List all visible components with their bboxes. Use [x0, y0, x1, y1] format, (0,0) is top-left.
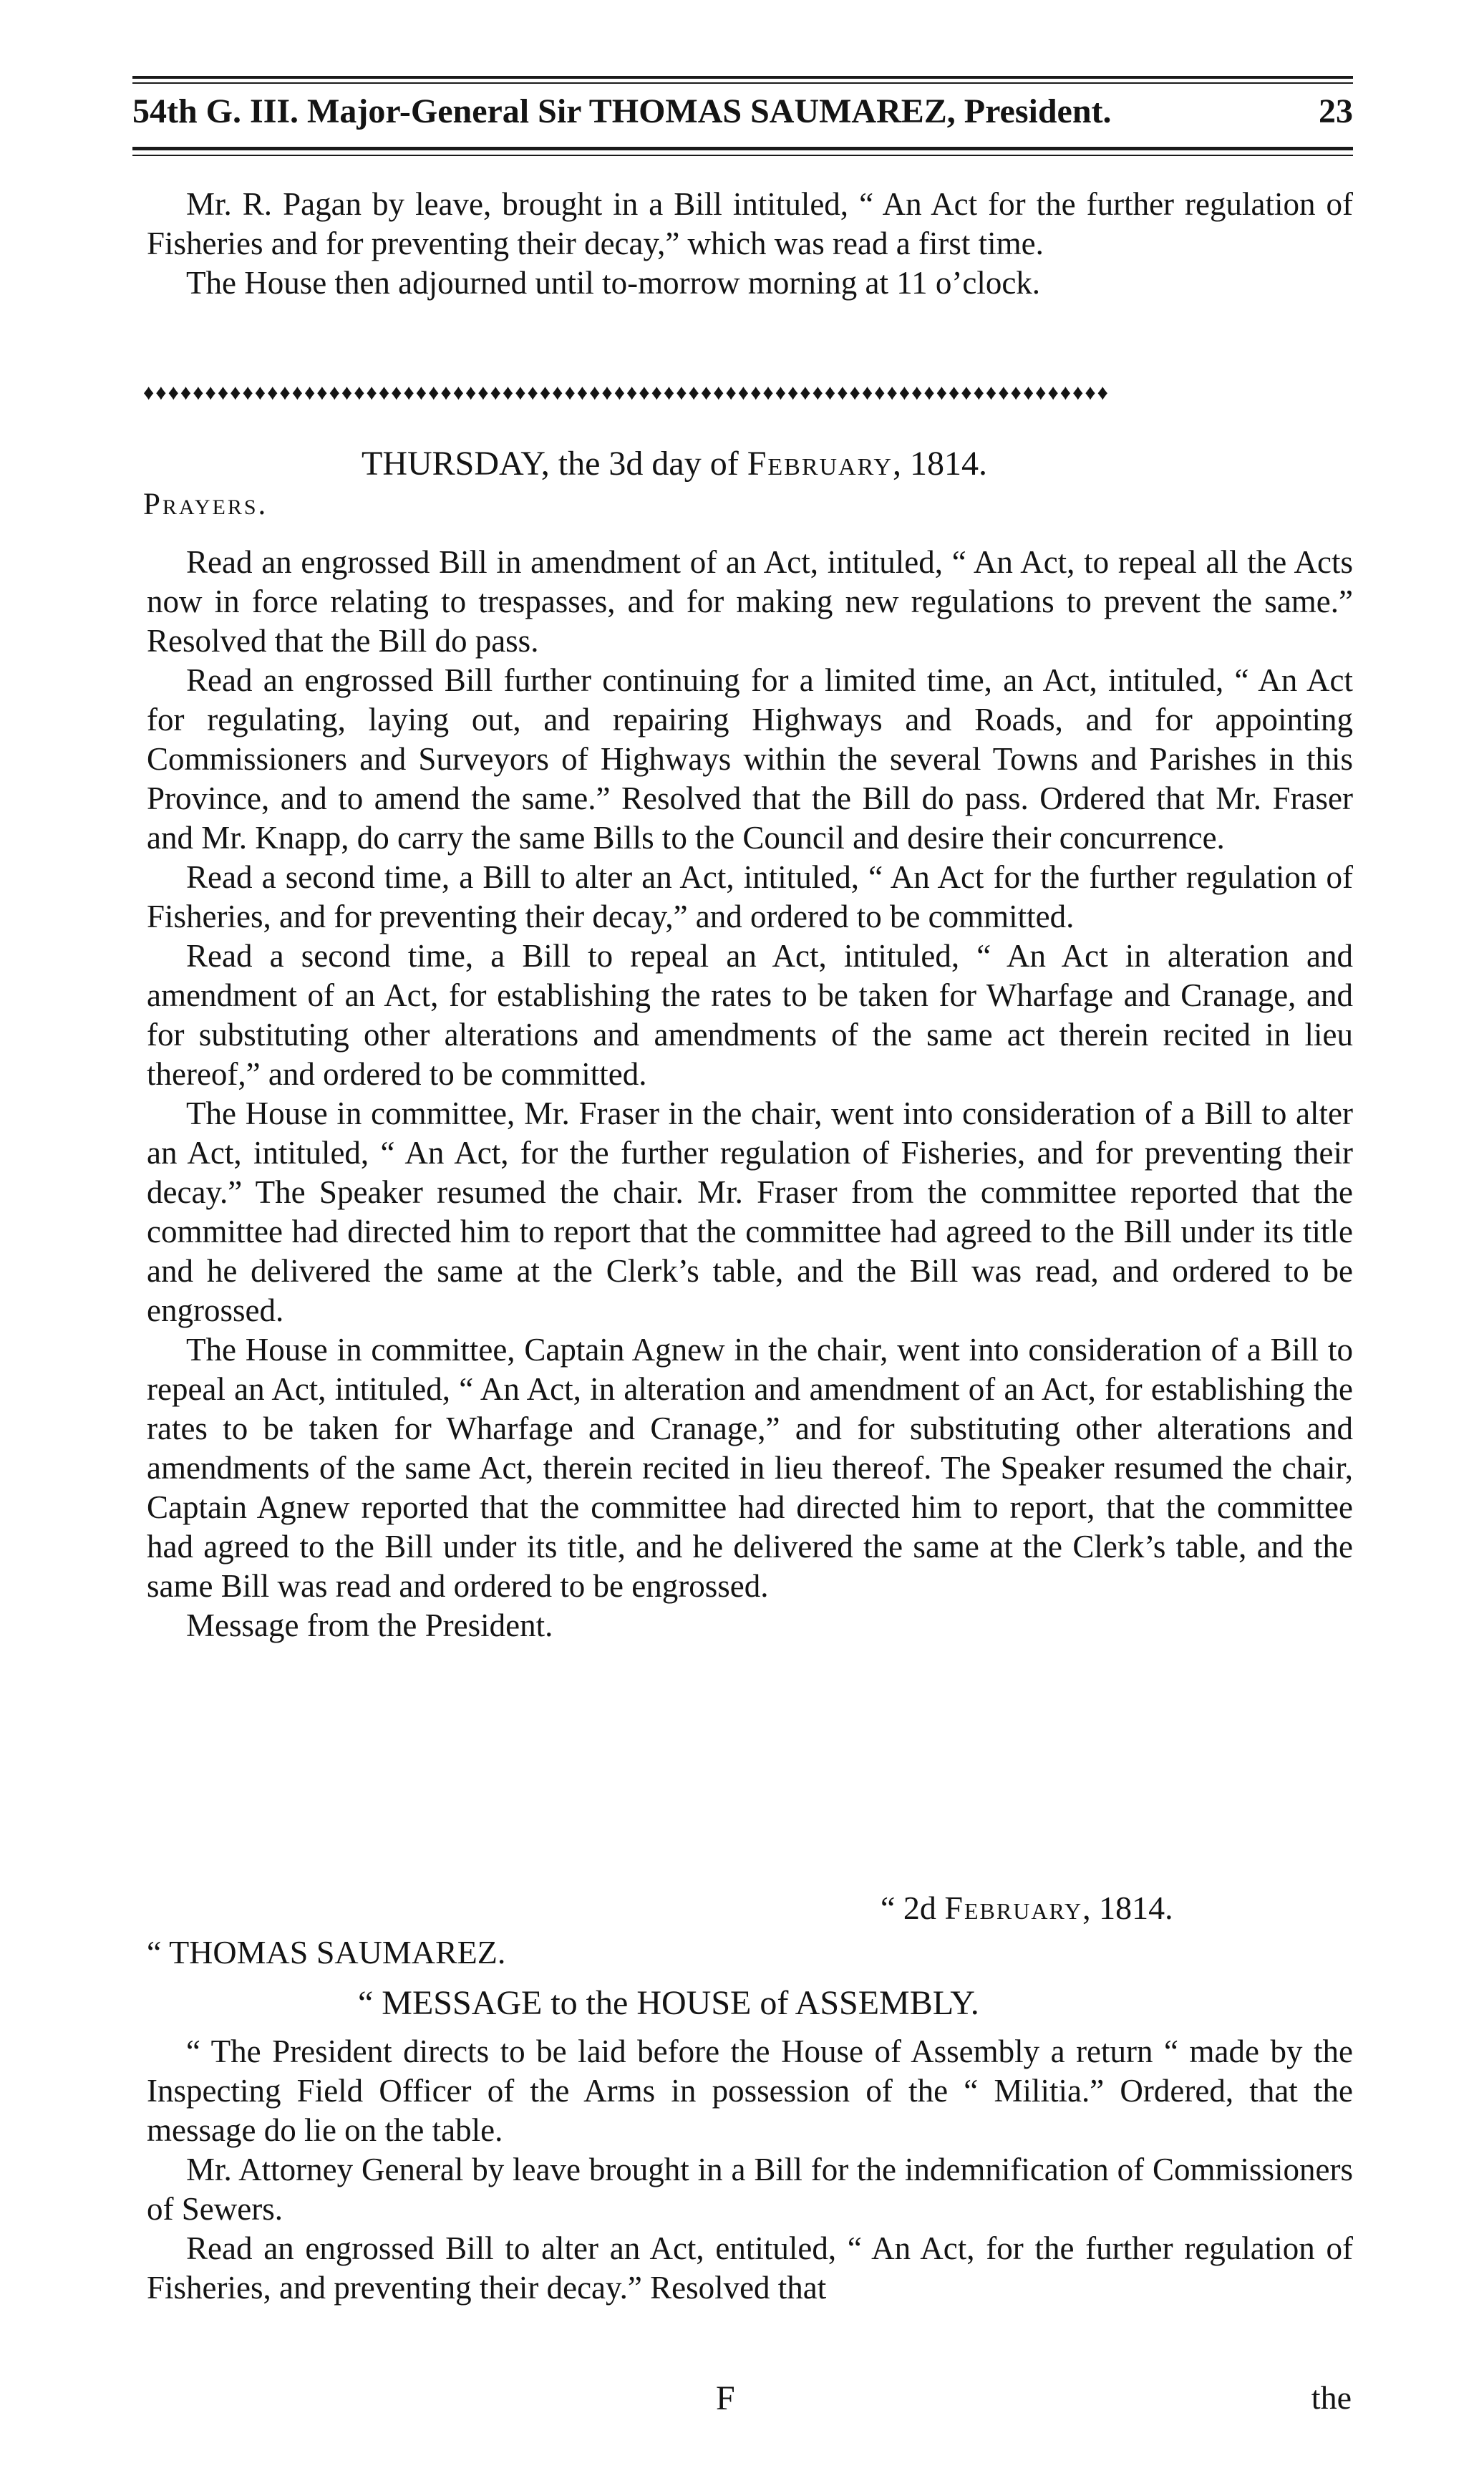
message-date-year: , 1814. [1082, 1890, 1173, 1926]
paragraph-message-intro: Message from the President. [186, 1607, 553, 1643]
message-body [147, 2032, 1353, 2308]
day-heading-month: February [747, 445, 893, 483]
paragraph-fisheries-engrossed: Read an engrossed Bill to alter an Act, entituled, “ An Act, for the further regulation of Fisheries, and preventing their decay.” Resolved that [147, 2230, 1353, 2306]
paragraph-sewers-bill: Mr. Attorney General by leave brought in a Bill for the indemnification of Commissioners of Sewers. [147, 2152, 1353, 2227]
paragraph-wharfage-second-reading: Read a second time, a Bill to repeal an Act, intituled, “ An Act in alteration and amendment of an Act, for establishing the rates to be taken for Wharfage and Cranage, and for substituting other alterations and amendments of the same act therein recited in lieu thereof,” and ordered to be committed. [147, 938, 1353, 1092]
paragraph-message-text: “ The President directs to be laid before the House of Assembly a return “ made by the Inspecting Field Officer of the Arms in possession of the “ Militia.” Ordered, that the message do lie on the table. [147, 2033, 1353, 2148]
ornamental-divider: ♦♦♦♦♦♦♦♦♦♦♦♦♦♦♦♦♦♦♦♦♦♦♦♦♦♦♦♦♦♦♦♦♦♦♦♦♦♦♦♦♦♦♦♦♦♦♦♦♦♦♦♦♦♦♦♦♦♦♦♦♦♦♦♦♦♦♦♦♦♦♦♦♦♦♦♦♦♦ [143, 381, 1110, 405]
day-heading-text: THURSDAY, the 3d day of [362, 445, 747, 483]
paragraph-adjourned: The House then adjourned until to-morrow morning at 11 o’clock. [186, 265, 1041, 301]
day-heading [362, 444, 987, 483]
page-number: 23 [1319, 92, 1353, 130]
message-date-month: February [944, 1890, 1083, 1926]
top-rule [132, 76, 1353, 79]
paragraph-fisheries-second-reading: Read a second time, a Bill to alter an Act, intituled, “ An Act for the further regulation of Fisheries, and for preventing their decay,” and ordered to be committed. [147, 859, 1353, 934]
top-rule-thin [132, 82, 1353, 84]
running-head-title: 54th G. III. Major-General Sir THOMAS SAUMAREZ, President. [132, 92, 1112, 130]
prayers-label: Prayers. [143, 488, 268, 521]
catchword: the [1311, 2379, 1352, 2416]
proceedings-body [147, 543, 1353, 1645]
head-rule-thin [132, 155, 1353, 156]
top-block [147, 185, 1353, 303]
paragraph-highways-bill: Read an engrossed Bill further continuing for a limited time, an Act, intituled, “ An Act for regulating, laying out, and repairing Highways and Roads, and for appointing Commissioners and Surveyors of Highways within the several Towns and Parishes in this Province, and to amend the same.” Resolved that the Bill do pass. Ordered that Mr. Fraser and Mr. Knapp, do carry the same Bills to the Council and desire their concurrence. [147, 662, 1353, 856]
message-signatory: “ THOMAS SAUMAREZ. [147, 1934, 506, 1970]
message-date [881, 1889, 1173, 1927]
message-date-prefix: “ 2d [881, 1890, 945, 1926]
signature-mark: F [716, 2379, 735, 2417]
paragraph-bill-introduced: Mr. R. Pagan by leave, brought in a Bill intituled, “ An Act for the further regulation of Fisheries and for preventing their decay,” which was read a first time. [147, 186, 1353, 261]
running-head [132, 92, 1353, 142]
paragraph-fisheries-committee: The House in committee, Mr. Fraser in the chair, went into consideration of a Bill to alter an Act, intituled, “ An Act, for the further regulation of Fisheries, and for preventing their decay.” The Speaker resumed the chair. Mr. Fraser from the committee reported that the committee had directed him to report that the committee had agreed to the Bill under its title and he delivered the same at the Clerk’s table, and the Bill was read, and ordered to be engrossed. [147, 1096, 1353, 1328]
paragraph-trespass-bill: Read an engrossed Bill in amendment of an Act, intituled, “ An Act, to repeal all the Acts now in force relating to trespasses, and for making new regulations to prevent the same.” Resolved that the Bill do pass. [147, 544, 1353, 659]
day-heading-year: , 1814. [892, 445, 987, 483]
message-heading: “ MESSAGE to the HOUSE of ASSEMBLY. [358, 1984, 979, 2022]
paragraph-wharfage-committee: The House in committee, Captain Agnew in the chair, went into consideration of a Bill to repeal an Act, intituled, “ An Act, in alteration and amendment of an Act, for establishing the rates to be taken for Wharfage and Cranage,” and for substituting other alterations and amendments of the same Act, therein recited in lieu thereof. The Speaker resumed the chair, Captain Agnew reported that the committee had directed him to report, that the committee had agreed to the Bill under its title, and he delivered the same at the Clerk’s table, and the same Bill was read and ordered to be engrossed. [147, 1332, 1353, 1604]
head-rule [132, 147, 1353, 150]
